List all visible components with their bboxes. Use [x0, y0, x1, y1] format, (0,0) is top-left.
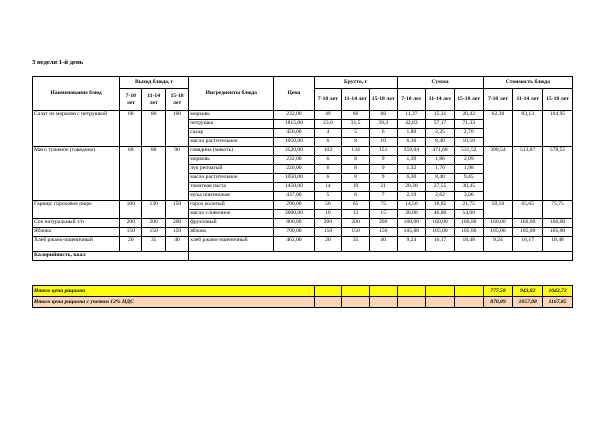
ingredient-sum: 1,86	[426, 156, 455, 165]
ingredient-price: 450,00	[274, 129, 314, 138]
calories-row	[33, 252, 573, 261]
ingredient-sum: 105,00	[426, 228, 455, 237]
dish-output: 35	[142, 237, 165, 252]
total-vat-gross-cell	[342, 297, 370, 308]
total-sum-cell	[426, 286, 455, 297]
table-row	[33, 228, 573, 237]
ingredient-gross: 66	[342, 111, 370, 120]
total-vat-gross-cell	[369, 297, 397, 308]
table-header	[33, 77, 573, 111]
ingredient-name: морковь	[189, 156, 274, 165]
dish-cost: 83,13	[513, 111, 543, 147]
dish-cost: 390,54	[483, 147, 513, 201]
ingredient-name: масло растительное	[189, 138, 274, 147]
table-row	[33, 237, 573, 252]
ingredient-gross: 6	[314, 165, 342, 174]
ingredient-gross: 49	[314, 111, 342, 120]
total-vat-value: 1167,85	[543, 297, 573, 308]
ingredient-sum: 71,33	[454, 120, 483, 129]
ingredient-name: лук репчатый	[189, 165, 274, 174]
dish-output: 60	[120, 111, 142, 147]
total-vat-sum-cell	[426, 297, 455, 308]
dish-cost: 105,00	[543, 228, 573, 237]
ingredient-sum: 46,80	[426, 210, 455, 219]
dish-cost: 50,50	[483, 201, 513, 219]
dish-output: 40	[165, 237, 188, 252]
ingredient-sum: 14,50	[397, 201, 426, 210]
header-cost-age: 7-10 лет	[483, 89, 513, 111]
ingredient-sum: 6,30	[397, 174, 426, 183]
ingredient-sum: 6,30	[397, 138, 426, 147]
ingredient-sum: 8,40	[426, 138, 455, 147]
ingredient-sum: 20,30	[397, 183, 426, 192]
ingredient-sum: 18,48	[454, 237, 483, 252]
dish-name: Салат из моркови с петрушкой	[33, 111, 120, 147]
ingredient-sum: 1,76	[426, 165, 455, 174]
ingredient-gross: 8	[342, 156, 370, 165]
ingredient-sum: 2,70	[454, 129, 483, 138]
dish-cost: 104,95	[543, 111, 573, 147]
totals-table	[32, 285, 573, 308]
ingredient-sum: 1,32	[397, 165, 426, 174]
ingredient-gross: 9	[369, 174, 397, 183]
ingredient-sum: 16,17	[426, 237, 455, 252]
ingredient-sum: 18,85	[426, 201, 455, 210]
ingredient-sum: 531,52	[454, 147, 483, 156]
header-gross: Брутто, г	[314, 77, 397, 89]
ingredient-gross: 9	[369, 165, 397, 174]
ingredient-gross: 23,6	[314, 120, 342, 129]
header-output: Выход блюда, г	[120, 77, 189, 89]
ingredient-sum: 1,98	[454, 165, 483, 174]
header-sum: Сумма	[397, 77, 483, 89]
total-value: 777,58	[483, 286, 513, 297]
total-vat-value: 1057,08	[513, 297, 543, 308]
ingredient-gross: 20	[314, 237, 342, 252]
dish-output: 130	[142, 201, 165, 219]
dish-cost: 160,00	[543, 219, 573, 228]
ingredient-sum: 30,45	[454, 183, 483, 192]
dish-output: 20	[120, 237, 142, 252]
ingredient-sum: 27,55	[426, 183, 455, 192]
ingredient-name: фруктовый	[189, 219, 274, 228]
dish-output: 150	[165, 201, 188, 219]
dish-name: Гарнир: гороховое пюре	[33, 201, 120, 219]
header-sum-age: 7-10 лет	[397, 89, 426, 111]
total-gross-cell	[342, 286, 370, 297]
table-row	[33, 111, 573, 120]
ingredient-gross: 5	[314, 192, 342, 201]
dish-cost: 18,48	[543, 237, 573, 252]
ingredient-name: мука пшеничная	[189, 192, 274, 201]
dish-cost: 16,17	[513, 237, 543, 252]
header-dish-name: Наименование блюд	[33, 77, 120, 111]
calories-values	[189, 252, 573, 261]
total-vat-sum-cell	[397, 297, 426, 308]
ingredient-gross: 4	[314, 129, 342, 138]
header-sum-age: 15-18 лет	[454, 89, 483, 111]
ingredient-name: томатная паста	[189, 183, 274, 192]
ingredient-gross: 19	[342, 183, 370, 192]
ingredient-gross: 21	[369, 183, 397, 192]
ingredient-price: 290,00	[274, 201, 314, 210]
ingredient-gross: 150	[369, 228, 397, 237]
dish-cost: 105,00	[513, 228, 543, 237]
ingredient-sum: 11,37	[397, 111, 426, 120]
dish-output: 200	[120, 219, 142, 228]
ingredient-gross: 200	[342, 219, 370, 228]
dish-name: Хлеб ржано-пшеничный	[33, 237, 120, 252]
ingredient-name: петрушка	[189, 120, 274, 129]
dish-cost: 65,65	[513, 201, 543, 219]
ingredient-gross: 88	[369, 111, 397, 120]
header-gross-age: 11-14 лет	[342, 89, 370, 111]
header-price: Цена	[274, 77, 314, 111]
dish-cost: 105,00	[483, 228, 513, 237]
ingredient-gross: 8	[342, 138, 370, 147]
ingredient-gross: 8	[342, 165, 370, 174]
total-gross-cell	[314, 286, 342, 297]
ingredient-sum: 57,17	[426, 120, 455, 129]
ingredient-gross: 6	[342, 192, 370, 201]
dish-output: 150	[142, 228, 165, 237]
dish-cost: 578,55	[543, 147, 573, 201]
ingredient-name: масло растительное	[189, 174, 274, 183]
ingredient-gross: 14	[314, 183, 342, 192]
ingredient-gross: 10	[369, 138, 397, 147]
ingredient-sum: 10,50	[454, 138, 483, 147]
ingredient-gross: 102	[314, 147, 342, 156]
ingredient-price: 232,00	[274, 111, 314, 120]
menu-table	[32, 76, 573, 261]
dish-cost: 75,75	[543, 201, 573, 219]
ingredient-gross: 7	[369, 192, 397, 201]
ingredient-sum: 160,00	[397, 219, 426, 228]
ingredient-gross: 6	[314, 156, 342, 165]
ingredient-gross: 150	[342, 228, 370, 237]
ingredient-sum: 359,04	[397, 147, 426, 156]
ingredient-gross: 200	[369, 219, 397, 228]
ingredient-name: говядина (мякоть)	[189, 147, 274, 156]
dish-output: 200	[165, 219, 188, 228]
ingredient-price: 220,00	[274, 165, 314, 174]
ingredient-price: 462,00	[274, 237, 314, 252]
total-vat-gross-cell	[314, 297, 342, 308]
total-row	[33, 286, 573, 297]
table-row	[33, 219, 573, 228]
dish-output: 100	[165, 111, 188, 147]
dish-output: 90	[165, 147, 188, 201]
ingredient-name: яблоко	[189, 228, 274, 237]
ingredient-sum: 160,00	[454, 219, 483, 228]
ingredient-price: 700,00	[274, 228, 314, 237]
ingredient-sum: 54,00	[454, 210, 483, 219]
total-gross-cell	[369, 286, 397, 297]
total-value: 943,82	[513, 286, 543, 297]
ingredient-gross: 10	[314, 210, 342, 219]
header-output-age: 7-10 лет	[120, 89, 142, 111]
ingredient-gross: 6	[369, 129, 397, 138]
ingredient-sum: 36,00	[397, 210, 426, 219]
ingredient-gross: 39,3	[369, 120, 397, 129]
ingredient-gross: 6	[314, 138, 342, 147]
ingredient-price: 3520,00	[274, 147, 314, 156]
dish-cost: 9,24	[483, 237, 513, 252]
ingredient-sum: 105,00	[397, 228, 426, 237]
header-output-age: 11-14 лет	[142, 89, 165, 111]
calories-label: Калорийность, ккал	[33, 252, 189, 261]
ingredient-sum: 9,45	[454, 174, 483, 183]
ingredient-sum: 42,83	[397, 120, 426, 129]
ingredient-gross: 50	[314, 201, 342, 210]
ingredient-gross: 151	[369, 147, 397, 156]
ingredient-name: морковь	[189, 111, 274, 120]
ingredient-sum: 8,40	[426, 174, 455, 183]
dish-output: 100	[120, 201, 142, 219]
ingredient-sum: 2,25	[426, 129, 455, 138]
ingredient-gross: 8	[342, 174, 370, 183]
header-sum-age: 11-14 лет	[426, 89, 455, 111]
header-output-age: 15-18 лет	[165, 89, 188, 111]
ingredient-gross: 65	[342, 201, 370, 210]
ingredient-gross: 40	[369, 237, 397, 252]
ingredient-name: сахар	[189, 129, 274, 138]
dish-output: 150	[120, 228, 142, 237]
ingredient-price: 232,00	[274, 156, 314, 165]
total-label: Итого цена рациона	[33, 286, 315, 297]
total-vat-row	[33, 297, 573, 308]
total-sum-cell	[454, 286, 483, 297]
header-gross-age: 15-18 лет	[369, 89, 397, 111]
ingredient-gross: 13	[342, 210, 370, 219]
ingredient-sum: 20,42	[454, 111, 483, 120]
ingredient-sum: 15,31	[426, 111, 455, 120]
ingredient-gross: 200	[314, 219, 342, 228]
ingredient-price: 1050,00	[274, 138, 314, 147]
ingredient-sum: 2,19	[397, 192, 426, 201]
ingredient-gross: 31,5	[342, 120, 370, 129]
ingredient-price: 1815,00	[274, 120, 314, 129]
ingredient-sum: 21,75	[454, 201, 483, 210]
dish-cost: 160,00	[483, 219, 513, 228]
header-ingredients: Ингредиенты блюда	[189, 77, 274, 111]
dish-cost: 513,87	[513, 147, 543, 201]
dish-output: 80	[142, 147, 165, 201]
dish-output: 150	[165, 228, 188, 237]
ingredient-price: 3600,00	[274, 210, 314, 219]
ingredient-gross: 9	[369, 156, 397, 165]
ingredient-price: 1050,00	[274, 174, 314, 183]
ingredient-sum: 2,09	[454, 156, 483, 165]
ingredient-sum: 1,39	[397, 156, 426, 165]
ingredient-sum: 2,62	[426, 192, 455, 201]
ingredient-sum: 1,80	[397, 129, 426, 138]
dish-cost: 160,00	[513, 219, 543, 228]
ingredient-sum: 3,06	[454, 192, 483, 201]
dish-output: 80	[142, 111, 165, 147]
total-vat-sum-cell	[454, 297, 483, 308]
ingredient-price: 437,00	[274, 192, 314, 201]
total-vat-label: Итого цена рациона с учетом 12% НДС	[33, 297, 315, 308]
ingredient-gross: 134	[342, 147, 370, 156]
ingredient-sum: 105,00	[454, 228, 483, 237]
dish-cost: 62,30	[483, 111, 513, 147]
total-vat-value: 870,89	[483, 297, 513, 308]
dish-name: Сок натуральный т/п	[33, 219, 120, 228]
ingredient-sum: 9,24	[397, 237, 426, 252]
ingredient-price: 1450,00	[274, 183, 314, 192]
header-cost-age: 15-18 лет	[543, 89, 573, 111]
ingredient-gross: 6	[314, 174, 342, 183]
ingredient-gross: 15	[369, 210, 397, 219]
ingredient-name: хлеб ржано-пшеничный	[189, 237, 274, 252]
ingredient-gross: 5	[342, 129, 370, 138]
page-heading: 3 неделя 1-й день	[32, 59, 84, 66]
ingredient-gross: 150	[314, 228, 342, 237]
total-value: 1042,72	[543, 286, 573, 297]
dish-name: Яблоко	[33, 228, 120, 237]
ingredient-price: 800,00	[274, 219, 314, 228]
table-row	[33, 147, 573, 156]
dish-output: 200	[142, 219, 165, 228]
total-sum-cell	[397, 286, 426, 297]
header-cost-age: 11-14 лет	[513, 89, 543, 111]
ingredient-name: горох колотый	[189, 201, 274, 210]
header-cost: Стоимость блюда	[483, 77, 572, 89]
table-row	[33, 201, 573, 210]
header-gross-age: 7-10 лет	[314, 89, 342, 111]
dish-name: Мясо тушеное (говядина)	[33, 147, 120, 201]
ingredient-gross: 35	[342, 237, 370, 252]
ingredient-sum: 160,00	[426, 219, 455, 228]
ingredient-gross: 75	[369, 201, 397, 210]
ingredient-sum: 471,68	[426, 147, 455, 156]
dish-output: 60	[120, 147, 142, 201]
ingredient-name: масло сливочное	[189, 210, 274, 219]
